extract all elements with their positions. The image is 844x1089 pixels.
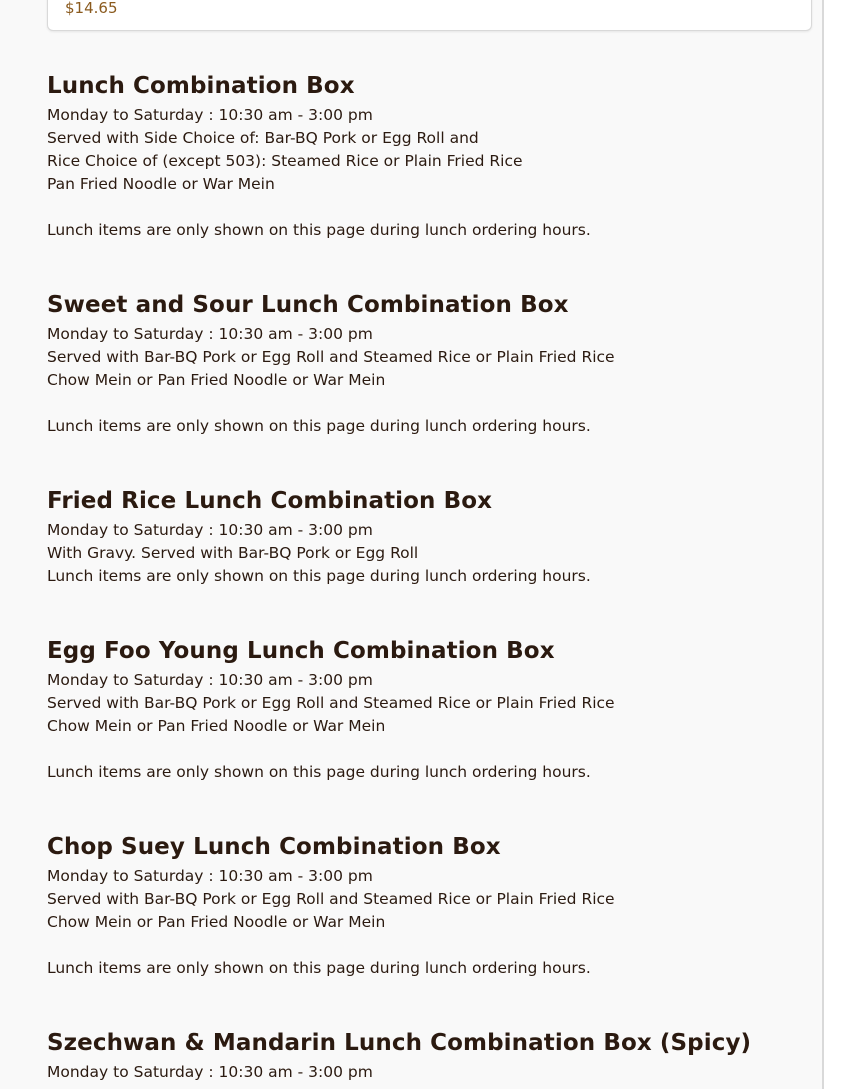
section-desc-spacer — [47, 738, 807, 761]
section-desc-line: Served with Bar-BQ Pork or Egg Roll and Steamed Rice or Plain Fried Rice — [47, 348, 615, 366]
section-desc-line: Served with Bar-BQ Pork or Egg Roll and Steamed Rice or Plain Fried Rice — [47, 694, 615, 712]
section-title: Lunch Combination Box — [47, 73, 355, 99]
item-price: $14.65 — [65, 0, 118, 17]
menu-section-lunch-combination-box — [47, 71, 807, 242]
section-desc-spacer — [47, 934, 807, 957]
section-hours: Monday to Saturday : 10:30 am - 3:00 pm — [47, 521, 373, 539]
section-notice: Lunch items are only shown on this page during lunch ordering hours. — [47, 221, 591, 239]
menu-section-szechwan-mandarin — [47, 1028, 807, 1084]
section-hours: Monday to Saturday : 10:30 am - 3:00 pm — [47, 106, 373, 124]
section-desc-line: Chow Mein or Pan Fried Noodle or War Mein — [47, 717, 386, 735]
section-notice: Lunch items are only shown on this page during lunch ordering hours. — [47, 763, 591, 781]
section-desc-line: Served with Side Choice of: Bar-BQ Pork or Egg Roll and — [47, 129, 479, 147]
section-desc-line: Rice Choice of (except 503): Steamed Rice or Plain Fried Rice — [47, 152, 523, 170]
section-description — [47, 323, 807, 438]
section-notice: Lunch items are only shown on this page during lunch ordering hours. — [47, 567, 591, 585]
section-description — [47, 519, 807, 588]
section-desc-line: Pan Fried Noodle or War Mein — [47, 175, 275, 193]
section-title: Szechwan & Mandarin Lunch Combination Box (Spicy) — [47, 1030, 752, 1056]
section-description — [47, 669, 807, 784]
section-desc-line: Chow Mein or Pan Fried Noodle or War Mein — [47, 371, 386, 389]
section-desc-line: Served with Bar-BQ Pork or Egg Roll and Steamed Rice or Plain Fried Rice — [47, 890, 615, 908]
section-notice: Lunch items are only shown on this page during lunch ordering hours. — [47, 417, 591, 435]
section-hours: Monday to Saturday : 10:30 am - 3:00 pm — [47, 325, 373, 343]
section-desc-spacer — [47, 196, 807, 219]
section-hours: Monday to Saturday : 10:30 am - 3:00 pm — [47, 1063, 373, 1081]
section-notice: Lunch items are only shown on this page during lunch ordering hours. — [47, 959, 591, 977]
menu-item-card[interactable] — [47, 0, 812, 31]
menu-section-fried-rice — [47, 486, 807, 588]
section-description — [47, 865, 807, 980]
section-desc-spacer — [47, 392, 807, 415]
section-description — [47, 1061, 807, 1084]
section-description — [47, 104, 807, 242]
section-desc-line: Chow Mein or Pan Fried Noodle or War Mein — [47, 913, 386, 931]
section-hours: Monday to Saturday : 10:30 am - 3:00 pm — [47, 671, 373, 689]
menu-section-chop-suey — [47, 832, 807, 980]
section-hours: Monday to Saturday : 10:30 am - 3:00 pm — [47, 867, 373, 885]
section-title: Fried Rice Lunch Combination Box — [47, 488, 493, 514]
section-title: Chop Suey Lunch Combination Box — [47, 834, 501, 860]
menu-section-sweet-and-sour — [47, 290, 807, 438]
scroll-gutter[interactable] — [824, 0, 844, 1089]
section-title: Sweet and Sour Lunch Combination Box — [47, 292, 569, 318]
section-desc-line: With Gravy. Served with Bar-BQ Pork or Egg Roll — [47, 544, 419, 562]
section-title: Egg Foo Young Lunch Combination Box — [47, 638, 555, 664]
menu-section-egg-foo-young — [47, 636, 807, 784]
